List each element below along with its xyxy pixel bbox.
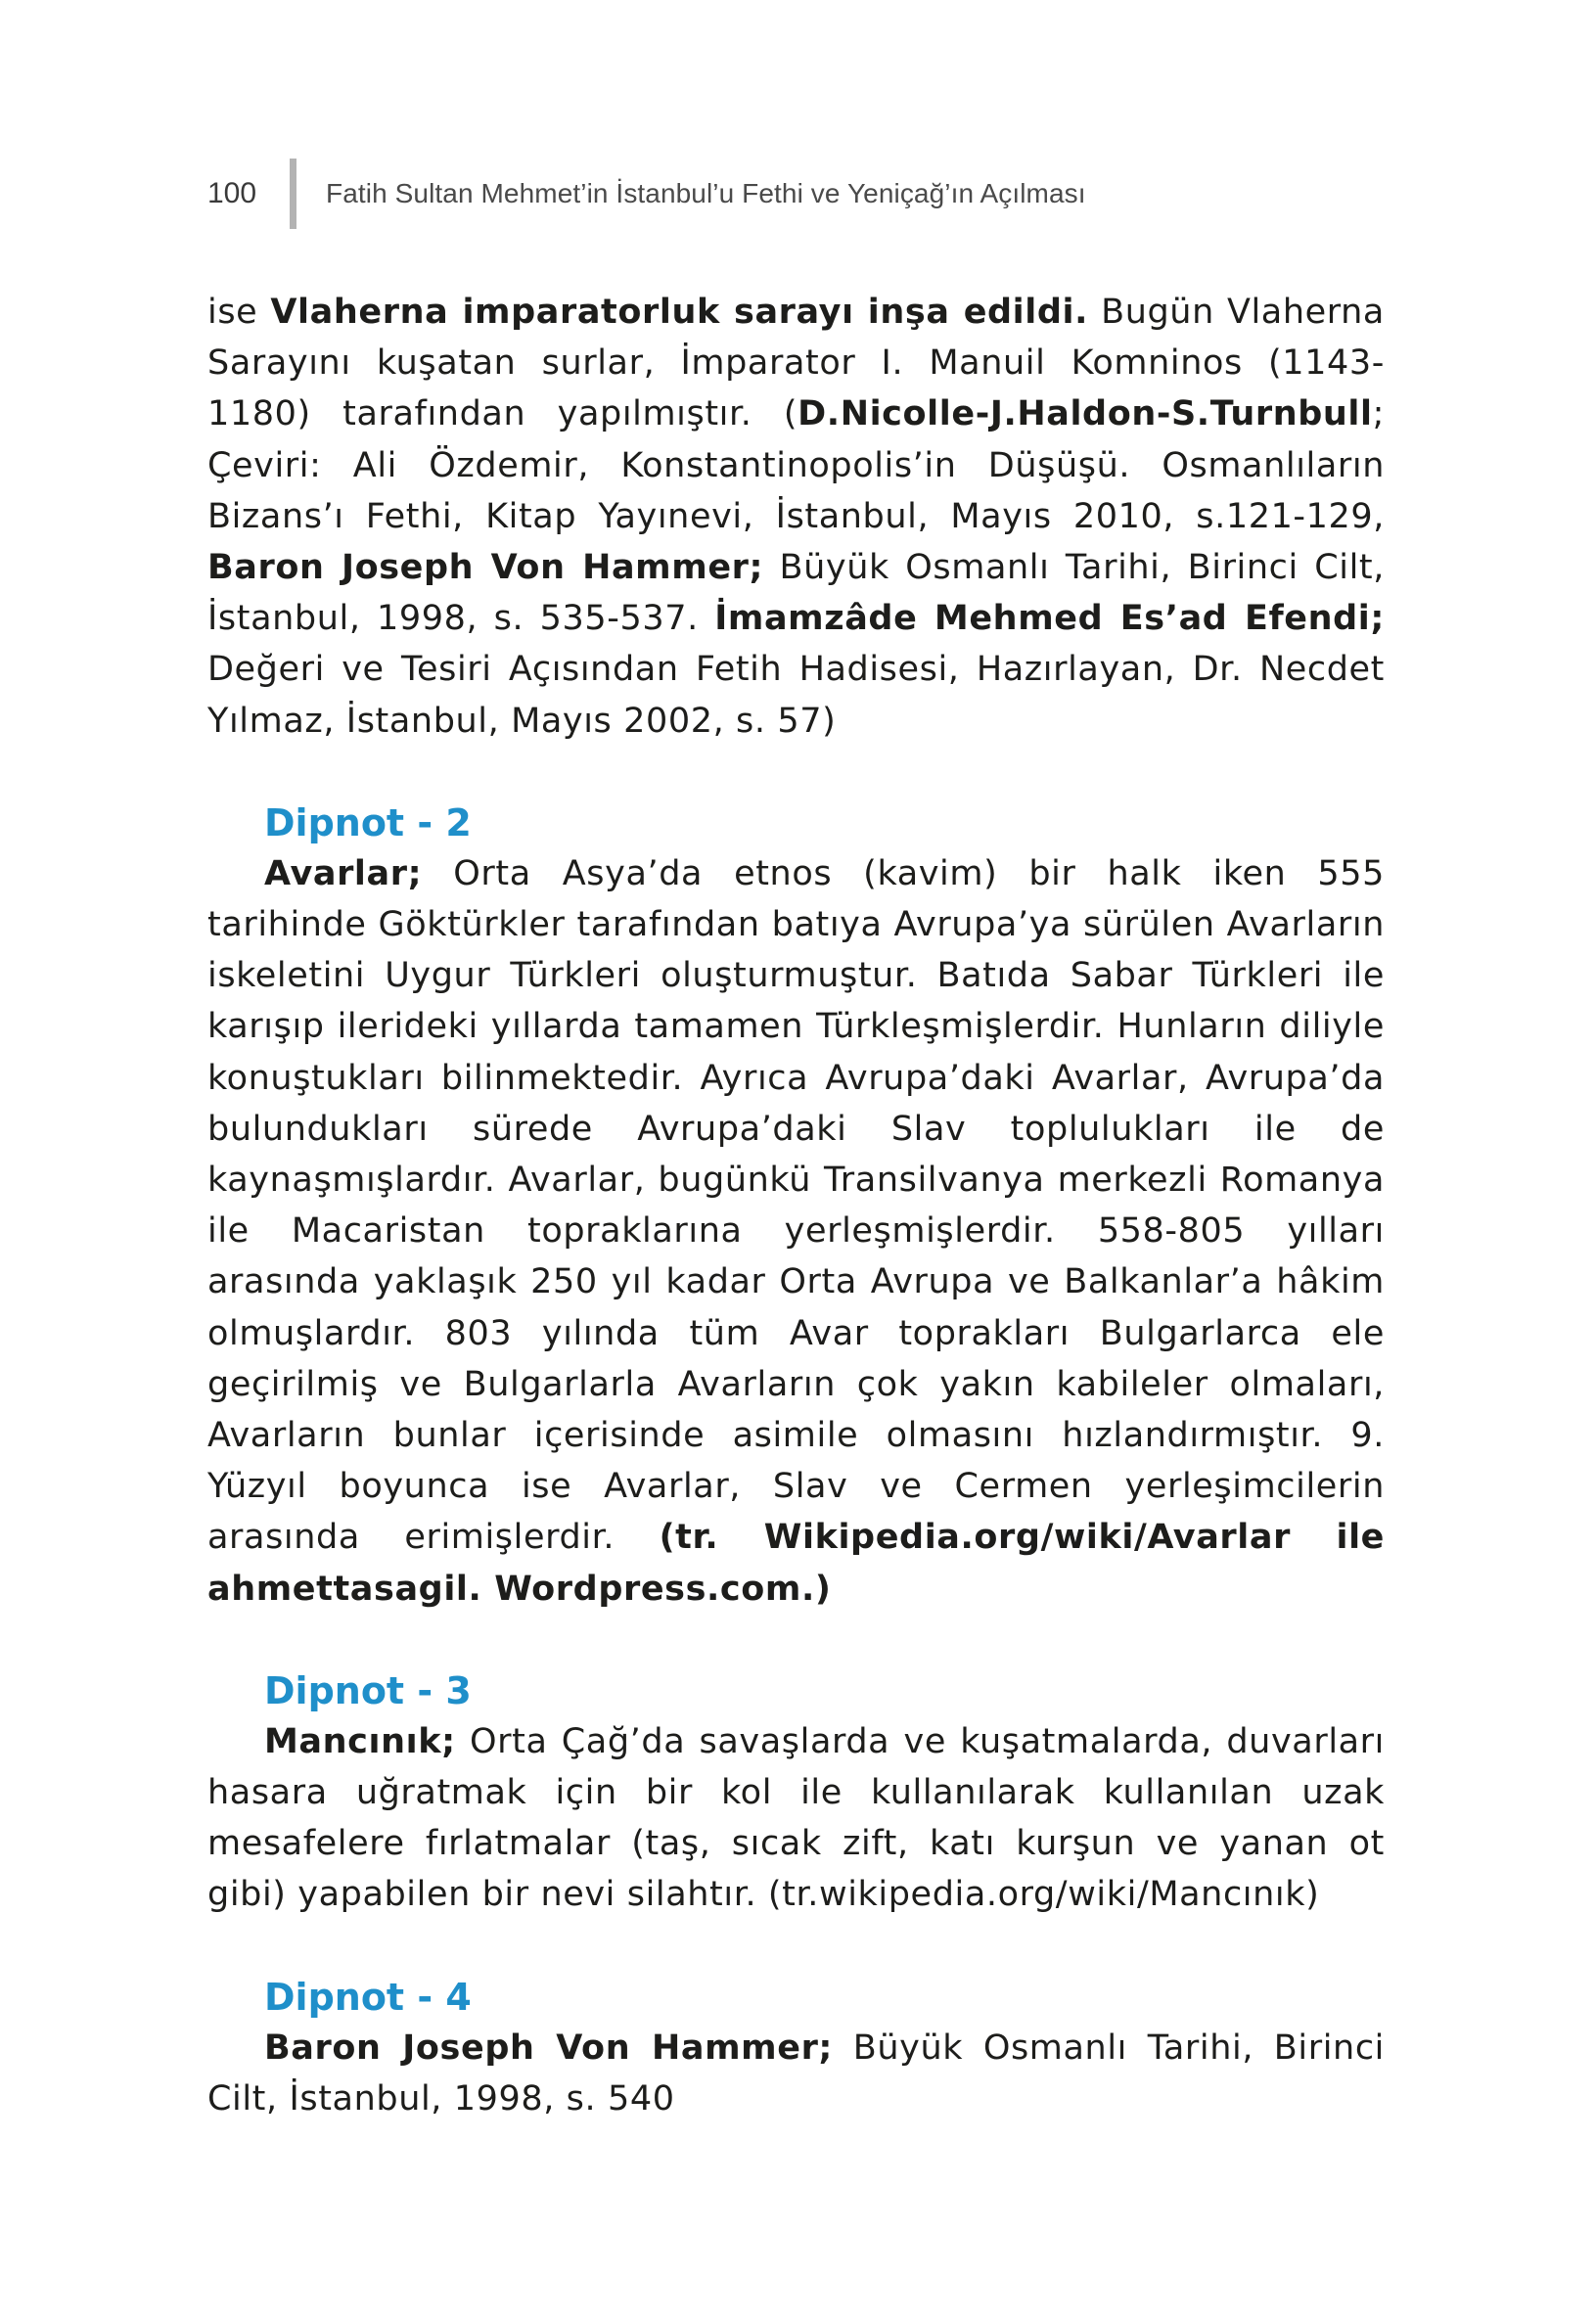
footnote-term: Baron Joseph Von Hammer; <box>264 2028 834 2068</box>
footnote-term: Avarlar; <box>264 853 423 893</box>
citation-authors: D.Nicolle-J.Haldon-S.Turnbull <box>798 394 1373 434</box>
footnote-body: Orta Çağ’da savaşlarda ve kuşatmalarda, duvarları hasara uğratmak için bir kol ile kullanılarak kullanılan uzak mesafelere fırlatmalar (taş, sıcak zift, katı kurşun ve yanan ot gibi) yapabilen bir nevi silahtır. (tr.wikipedia.org/wiki/Mancınık) <box>207 1721 1385 1915</box>
citation-author: Baron Joseph Von Hammer; <box>207 548 764 588</box>
header-divider <box>290 159 296 229</box>
intro-paragraph <box>207 287 1385 747</box>
intro-text: Büyük Osmanlı Tarihi, Birinci Cilt, İstanbul, 1998, s. 535-537. <box>207 548 1385 639</box>
running-title: Fatih Sultan Mehmet’in İstanbul’u Fethi ve Yeniçağ’ın Açılması <box>326 178 1086 208</box>
footnote-heading: Dipnot - 4 <box>264 1975 472 2019</box>
intro-text: ise <box>207 293 271 332</box>
footnote-4 <box>207 1972 1385 2124</box>
page-body <box>207 287 1385 2124</box>
footnote-term: Mancınık; <box>264 1721 456 1761</box>
footnote-text <box>207 2023 1385 2124</box>
citation-author: İmamzâde Mehmed Es’ad Efendi; <box>714 599 1386 639</box>
footnote-source: (tr. Wikipedia.org/wiki/Avarlar ile ahmettasagil. Wordpress.com.) <box>207 1518 1385 1609</box>
footnote-2 <box>207 797 1385 1615</box>
footnote-text <box>207 848 1385 1615</box>
footnote-3 <box>207 1665 1385 1921</box>
page-number: 100 <box>207 177 257 209</box>
footnote-heading: Dipnot - 3 <box>264 1668 472 1712</box>
intro-text: Değeri ve Tesiri Açısından Fetih Hadisesi, Hazırlayan, Dr. Necdet Yılmaz, İstanbul, Mayıs 2002, s. 57) <box>207 650 1385 741</box>
footnote-text <box>207 1716 1385 1921</box>
footnote-body: Büyük Osmanlı Tarihi, Birinci Cilt, İstanbul, 1998, s. 540 <box>207 2028 1385 2119</box>
footnote-body: Orta Asya’da etnos (kavim) bir halk iken 555 tarihinde Göktürkler tarafından batıya Avrupa’ya sürülen Avarların iskeletini Uygur Türkleri oluşturmuştur. Batıda Sabar Türkleri ile karışıp ilerideki yıllarda tamamen Türkleşmişlerdir. Hunların diliyle konuştukları bilinmektedir. Ayrıca Avrupa’daki Avarlar, Avrupa’da bulundukları sürede Avrupa’daki Slav toplulukları ile de kaynaşmışlardır. Avarlar, bugünkü Transilvanya merkezli Romanya ile Macaristan topraklarına yerleşmişlerdir. 558-805 yılları arasında yaklaşık 250 yıl kadar Orta Avrupa ve Balkanlar’a hâkim olmuşlardır. 803 yılında tüm Avar toprakları Bulgarlarca ele geçirilmiş ve Bulgarlarla Avarların çok yakın kabileler olmaları, Avarların bunlar içerisinde asimile olmasını hızlandırmıştır. 9. Yüzyıl boyunca ise Avarlar, Slav ve Cermen yerleşimcilerin arasında erimişlerdir. <box>207 853 1385 1558</box>
running-header <box>207 159 1086 229</box>
intro-emphasis: Vlaherna imparatorluk sarayı inşa edildi. <box>270 293 1089 332</box>
footnote-heading: Dipnot - 2 <box>264 800 472 844</box>
intro-text: Bugün Vlaherna Sarayını kuşatan surlar, İmparator I. Manuil Komninos (1143-1180) tarafından yapılmıştır. ( <box>207 293 1385 434</box>
intro-text: ; Çeviri: Ali Özdemir, Konstantinopolis’in Düşüşü. Osmanlıların Bizans’ı Fethi, Kitap Yayınevi, İstanbul, Mayıs 2010, s.121-129, <box>207 394 1385 536</box>
